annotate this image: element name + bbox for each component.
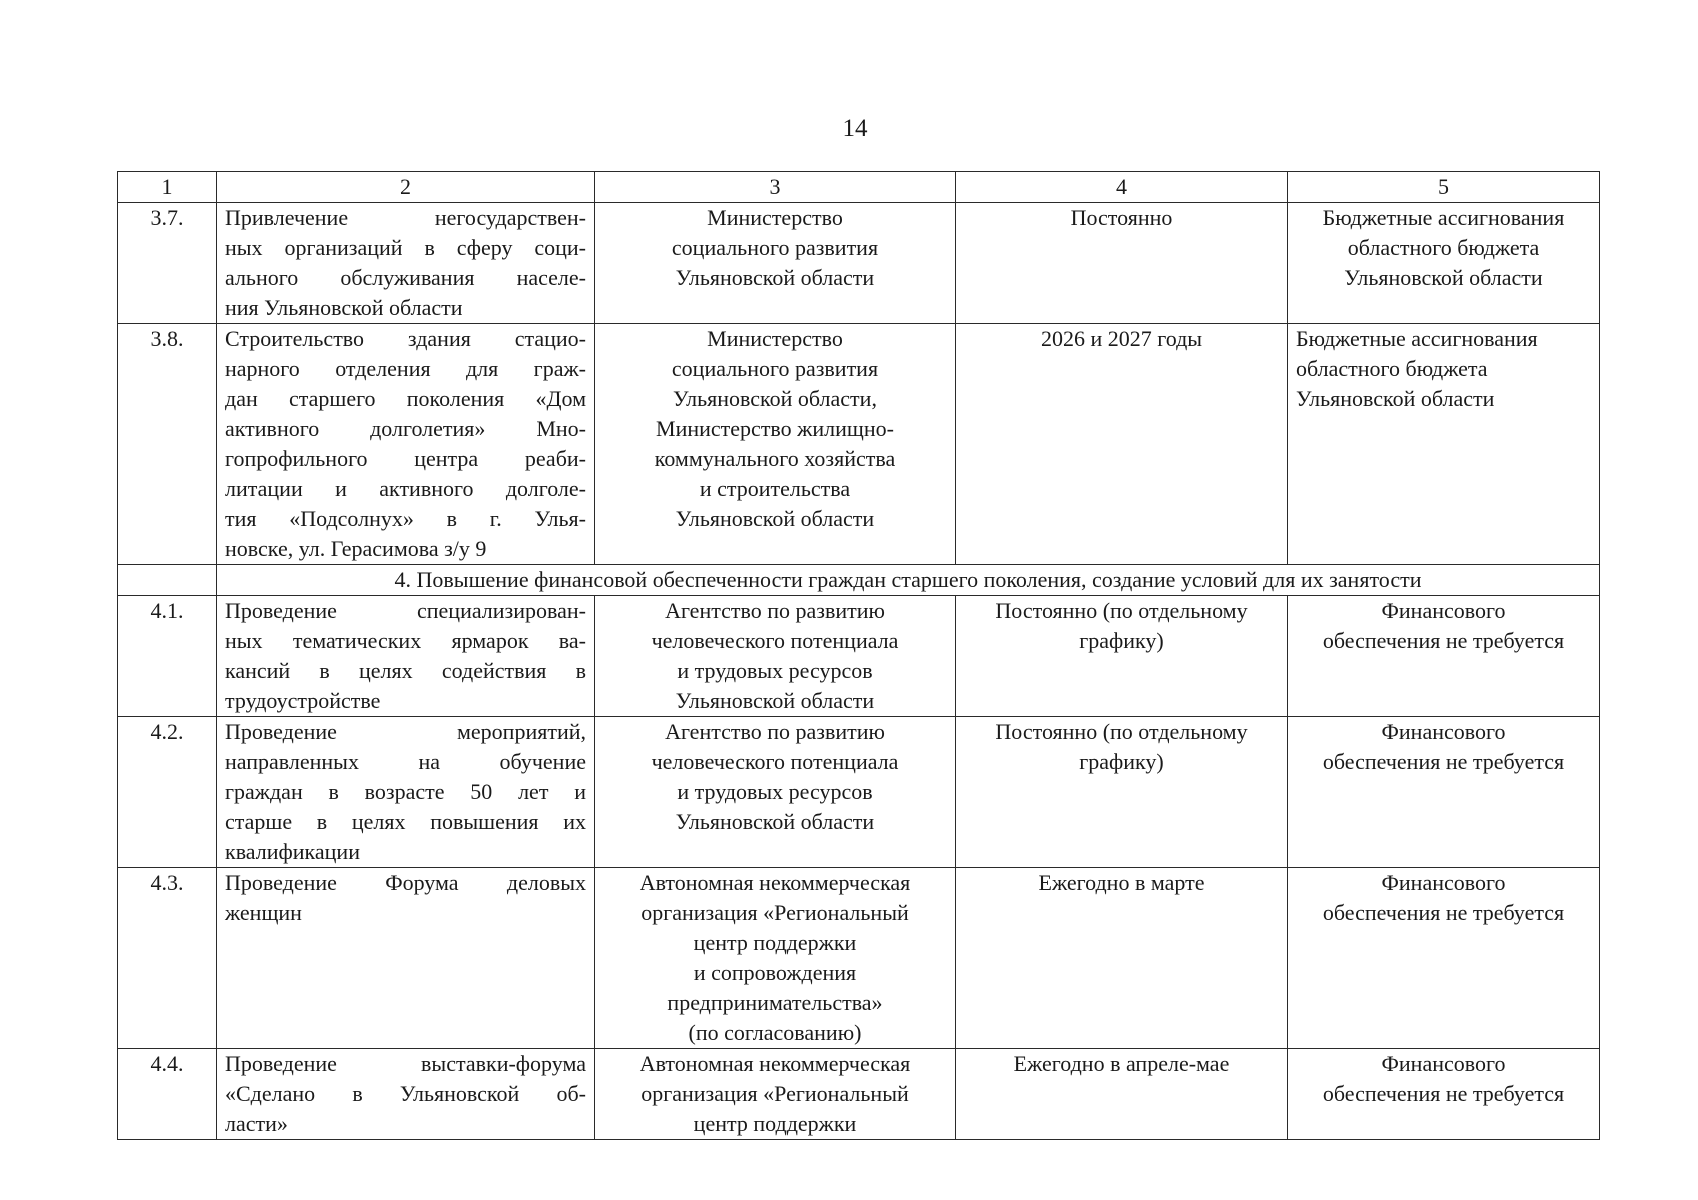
funding-cell: Финансового обеспечения не требуется bbox=[1288, 868, 1600, 1049]
header-cell-1: 1 bbox=[118, 172, 217, 203]
row-number: 4.3. bbox=[118, 868, 217, 1049]
header-cell-5: 5 bbox=[1288, 172, 1600, 203]
funding-cell: Финансового обеспечения не требуется bbox=[1288, 596, 1600, 717]
term-cell: Постоянно (по отдельному графику) bbox=[956, 596, 1288, 717]
row-number: 4.4. bbox=[118, 1049, 217, 1140]
section-title: 4. Повышение финансовой обеспеченности граждан старшего поколения, создание условий для их занятости bbox=[217, 565, 1600, 596]
section-row bbox=[118, 565, 1600, 596]
funding-cell: Финансового обеспечения не требуется bbox=[1288, 1049, 1600, 1140]
header-cell-2: 2 bbox=[217, 172, 595, 203]
table-row bbox=[118, 203, 1600, 324]
executor-cell: Автономная некоммерческая организация «Региональный центр поддержки bbox=[595, 1049, 956, 1140]
executor-cell: Министерство социального развития Ульяновской области, Министерство жилищно- коммунального хозяйства и строительства Ульяновской области bbox=[595, 324, 956, 565]
event-cell: Проведение мероприятий, направленных на обучение граждан в возрасте 50 лет и старше в целях повышения их квалификации bbox=[217, 717, 595, 868]
term-cell: Ежегодно в марте bbox=[956, 868, 1288, 1049]
table-row bbox=[118, 1049, 1600, 1140]
term-cell: Постоянно (по отдельному графику) bbox=[956, 717, 1288, 868]
executor-cell: Министерство социального развития Ульяновской области bbox=[595, 203, 956, 324]
funding-cell: Финансового обеспечения не требуется bbox=[1288, 717, 1600, 868]
row-number: 4.2. bbox=[118, 717, 217, 868]
table-body bbox=[118, 172, 1600, 1140]
table-row bbox=[118, 596, 1600, 717]
table-row bbox=[118, 868, 1600, 1049]
measures-table bbox=[117, 171, 1600, 1140]
executor-cell: Автономная некоммерческая организация «Региональный центр поддержки и сопровождения предпринимательства» (по согласованию) bbox=[595, 868, 956, 1049]
event-cell: Привлечение негосударствен- ных организаций в сферу соци- ального обслуживания населе- ния Ульяновской области bbox=[217, 203, 595, 324]
header-row bbox=[118, 172, 1600, 203]
row-number: 3.7. bbox=[118, 203, 217, 324]
header-cell-3: 3 bbox=[595, 172, 956, 203]
funding-cell: Бюджетные ассигнования областного бюджета Ульяновской области bbox=[1288, 324, 1600, 565]
funding-cell: Бюджетные ассигнования областного бюджета Ульяновской области bbox=[1288, 203, 1600, 324]
page-number: 14 bbox=[842, 115, 868, 142]
table-row bbox=[118, 717, 1600, 868]
term-cell: Постоянно bbox=[956, 203, 1288, 324]
executor-cell: Агентство по развитию человеческого потенциала и трудовых ресурсов Ульяновской области bbox=[595, 717, 956, 868]
event-cell: Проведение Форума деловых женщин bbox=[217, 868, 595, 1049]
executor-cell: Агентство по развитию человеческого потенциала и трудовых ресурсов Ульяновской области bbox=[595, 596, 956, 717]
event-cell: Строительство здания стацио- нарного отделения для граж- дан старшего поколения «Дом активного долголетия» Мно- гопрофильного центра реаби- литации и активного долголе- тия «Подсолнух» в г. Улья- новске, ул. Герасимова з/у 9 bbox=[217, 324, 595, 565]
section-num-cell bbox=[118, 565, 217, 596]
header-cell-4: 4 bbox=[956, 172, 1288, 203]
table-row bbox=[118, 324, 1600, 565]
row-number: 3.8. bbox=[118, 324, 217, 565]
term-cell: 2026 и 2027 годы bbox=[956, 324, 1288, 565]
term-cell: Ежегодно в апреле-мае bbox=[956, 1049, 1288, 1140]
event-cell: Проведение специализирован- ных тематических ярмарок ва- кансий в целях содействия в трудоустройстве bbox=[217, 596, 595, 717]
event-cell: Проведение выставки-форума «Сделано в Ульяновской об- ласти» bbox=[217, 1049, 595, 1140]
row-number: 4.1. bbox=[118, 596, 217, 717]
